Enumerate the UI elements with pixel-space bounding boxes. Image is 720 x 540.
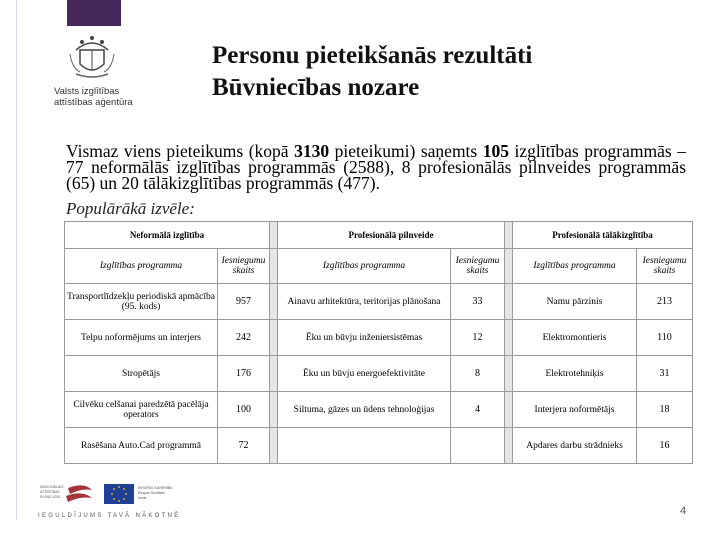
subtitle-line: Būvniecības nozare — [212, 74, 420, 101]
motto: IEGULDĪJUMS TAVĀ NĀKOTNĒ — [38, 513, 181, 519]
svg-text:Eiropas Sociālais: Eiropas Sociālais — [138, 491, 165, 495]
program-cell: Rasēšana Auto.Cad programmā — [65, 428, 218, 464]
program-count: 105 — [482, 141, 510, 161]
count-cell: 4 — [451, 392, 505, 428]
column-separator — [505, 284, 513, 320]
group-header: Neformālā izglītība — [65, 222, 270, 249]
brand-tab — [67, 0, 121, 26]
results-table — [64, 221, 693, 464]
column-separator — [505, 222, 513, 249]
popular-heading: Populārākā izvēle: — [66, 199, 195, 218]
column-separator — [505, 392, 513, 428]
count-cell: 33 — [451, 284, 505, 320]
program-cell: Ēku un būvju inženiersistēmas — [278, 320, 451, 356]
count-cell — [451, 428, 505, 464]
program-cell: Elektromontieris — [513, 320, 637, 356]
program-cell: Transportlīdzekļu periodiskā apmācība (95. kods) — [65, 284, 218, 320]
count-cell: 110 — [637, 320, 693, 356]
program-cell: Apdares darbu strādnieks — [513, 428, 637, 464]
column-header: Iesniegumu skaits — [218, 249, 270, 284]
count-cell: 957 — [218, 284, 270, 320]
svg-text:EIROPAS SAVIENĪBA: EIROPAS SAVIENĪBA — [138, 486, 173, 490]
column-separator — [505, 249, 513, 284]
count-cell: 72 — [218, 428, 270, 464]
program-cell: Namu pārzinis — [513, 284, 637, 320]
column-separator — [270, 392, 278, 428]
group-header-row — [65, 222, 693, 249]
national-plan-logo — [40, 485, 92, 502]
column-separator — [270, 356, 278, 392]
column-separator — [270, 428, 278, 464]
eu-flag-icon — [104, 484, 173, 504]
count-cell: 18 — [637, 392, 693, 428]
funding-logos — [40, 480, 200, 510]
left-margin-bar — [0, 0, 17, 520]
intro-paragraph: Vismaz viens pieteikums (kopā 3130 pieteikumi) saņemts 105 izglītības programmās – 77 neformālās izglītības programmās (2588), 8 profesionālās pilnveides programmās (65) un 20 tālākizglītības programmās (477). — [66, 141, 686, 193]
svg-text:NACIONĀLAIS: NACIONĀLAIS — [40, 485, 64, 489]
count-cell: 12 — [451, 320, 505, 356]
agency-line: attīstības aģentūra — [54, 97, 133, 108]
count-cell: 31 — [637, 356, 693, 392]
column-separator — [505, 356, 513, 392]
program-cell: Interjera noformētājs — [513, 392, 637, 428]
column-header: Izglītības programma — [65, 249, 218, 284]
page-title — [212, 40, 532, 104]
table-row — [65, 320, 693, 356]
count-cell: 176 — [218, 356, 270, 392]
total-applications: 3130 — [294, 141, 330, 161]
agency-name — [54, 86, 144, 108]
column-header: Iesniegumu skaits — [451, 249, 505, 284]
column-header-row — [65, 249, 693, 284]
count-cell: 100 — [218, 392, 270, 428]
column-separator — [270, 284, 278, 320]
count-cell: 8 — [451, 356, 505, 392]
column-separator — [270, 320, 278, 356]
table-row — [65, 392, 693, 428]
column-header: Izglītības programma — [278, 249, 451, 284]
count-cell: 242 — [218, 320, 270, 356]
program-cell: Cilvēku celšanai paredzētā pacēlāja operators — [65, 392, 218, 428]
program-cell: Ainavu arhitektūra, teritorijas plānošana — [278, 284, 451, 320]
column-separator — [505, 320, 513, 356]
table-row — [65, 428, 693, 464]
program-cell: Ēku un būvju energoefektivitāte — [278, 356, 451, 392]
svg-text:ATTĪSTĪBAS: ATTĪSTĪBAS — [40, 490, 60, 494]
table-row — [65, 284, 693, 320]
svg-text:fonds: fonds — [138, 496, 147, 500]
column-separator — [270, 249, 278, 284]
count-cell: 16 — [637, 428, 693, 464]
program-cell: Elektrotehniķis — [513, 356, 637, 392]
svg-text:PLĀNS 2020: PLĀNS 2020 — [40, 495, 61, 499]
program-cell — [278, 428, 451, 464]
program-cell: Stropētājs — [65, 356, 218, 392]
page-number: 4 — [680, 505, 687, 517]
coat-of-arms-icon — [66, 32, 118, 82]
title-line: Personu pieteikšanās rezultāti — [212, 42, 533, 69]
column-header: Iesniegumu skaits — [637, 249, 693, 284]
column-header: Izglītības programma — [513, 249, 637, 284]
column-separator — [505, 428, 513, 464]
column-separator — [270, 222, 278, 249]
agency-line: Valsts izglītības — [54, 86, 120, 97]
table-row — [65, 356, 693, 392]
group-header: Profesionālā pilnveide — [278, 222, 505, 249]
count-cell: 213 — [637, 284, 693, 320]
program-cell: Siltuma, gāzes un ūdens tehnoloģijas — [278, 392, 451, 428]
group-header: Profesionālā tālākizglītība — [513, 222, 693, 249]
program-cell: Telpu noformējums un interjers — [65, 320, 218, 356]
